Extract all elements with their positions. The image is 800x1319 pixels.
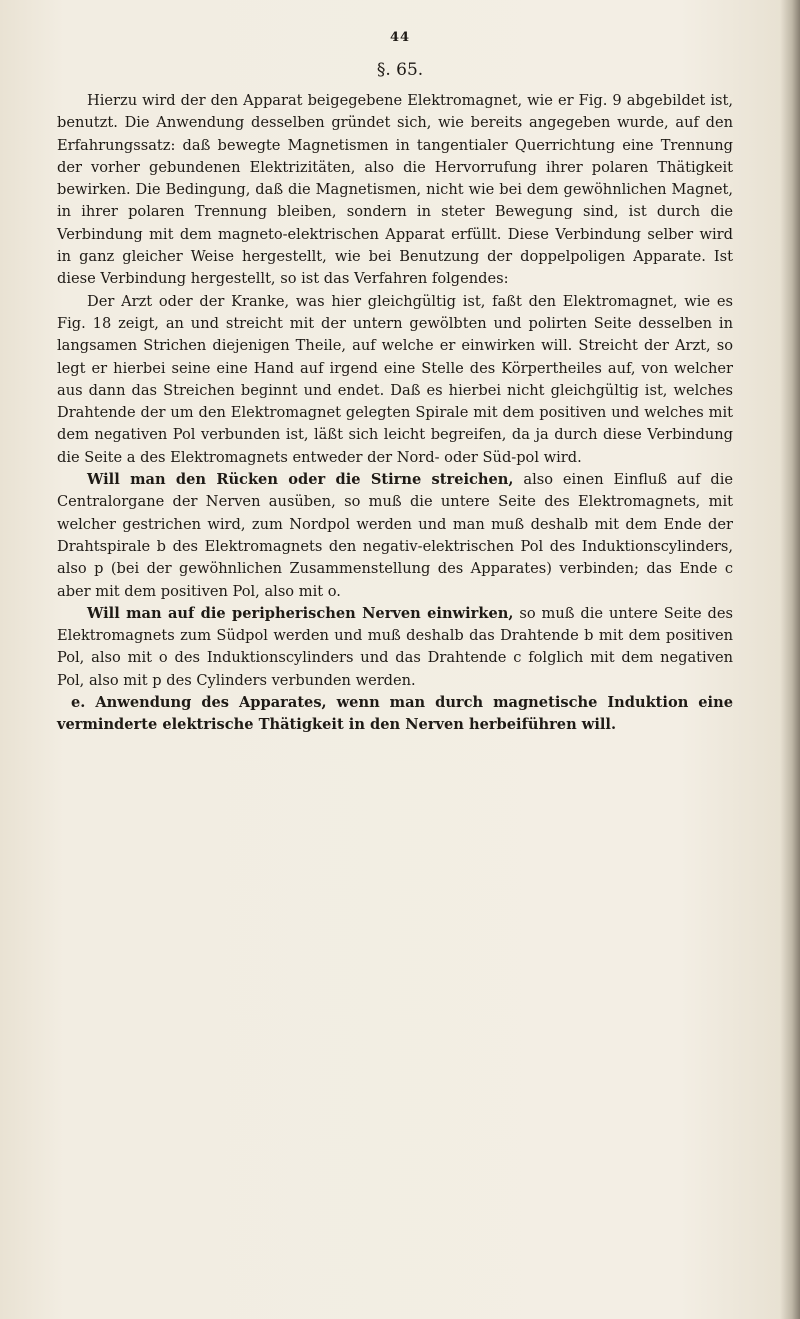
paragraph-body-peripheral: so muß die untere Seite des Elektromagnets zum Südpol werden und muß deshalb das Drahtende b mit dem positiven Pol, also mit o des Induktionscylinders und das Drahtende c folglich mit dem negativen Pol, also mit p des Cylinders verbunden werden.: [57, 604, 733, 689]
page-number: 44: [389, 30, 411, 45]
paragraph-peripheral-nerves: [57, 603, 733, 692]
paragraph-lead-peripheral: Will man auf die peripherischen Nerven einwirken,: [87, 604, 514, 622]
paragraph-central-organs: [57, 469, 733, 603]
subsection-heading-e: e. Anwendung des Apparates, wenn man durch magnetische Induktion eine verminderte elektrische Thätigkeit in den Nerven herbeiführen will.: [57, 694, 733, 734]
paragraph-procedure: Der Arzt oder der Kranke, was hier gleichgültig ist, faßt den Elektromagnet, wie es Fig. 18 zeigt, an und streicht mit der untern gewölbten und polirten Seite desselben in langsamen Strichen diejenigen Theile, auf welche er einwirken will. Streicht der Arzt, so legt er hierbei seine eine Hand auf irgend eine Stelle des Körpertheiles auf, von welcher aus dann das Streichen beginnt und endet. Daß es hierbei nicht gleichgültig ist, welches Drahtende der um den Elektromagnet gelegten Spirale mit dem positiven und welches mit dem negativen Pol verbunden ist, läßt sich leicht begreifen, da ja durch diese Verbindung die Seite a des Elektromagnets entweder der Nord- oder Süd-pol wird.: [57, 292, 733, 466]
paragraph-body-central-organs: also einen Einfluß auf die Centralorgane der Nerven ausüben, so muß die untere Seite des Elektromagnets, mit welcher gestrichen wird, zum Nordpol werden und man muß deshalb mit dem Ende der Drahtspirale b des Elektromagnets den negativ-elektrischen Pol des Induktionscylinders, also p (bei der gewöhnlichen Zusammenstellung des Apparates) verbinden; das Ende c aber mit dem positiven Pol, also mit o.: [57, 471, 734, 600]
paragraph-lead-back-forehead: Will man den Rücken oder die Stirne streichen,: [87, 471, 514, 489]
text-body: [57, 90, 733, 737]
paragraph-apparatus-description: Hierzu wird der den Apparat beigegebene Elektromagnet, wie er Fig. 9 abgebildet ist, benutzt. Die Anwendung desselben gründet sich, wie bereits angegeben wurde, auf den Erfahrungssatz: daß bewegte Magnetismen in tangentialer Querrichtung eine Trennung der vorher gebundenen Elektrizitäten, also die Hervorrufung ihrer polaren Thätigkeit bewirken. Die Bedingung, daß die Magnetismen, nicht wie bei dem gewöhnlichen Magnet, in ihrer polaren Trennung bleiben, sondern in steter Bewegung sind, ist durch die Verbindung mit dem magneto-elektrischen Apparat erfüllt. Diese Verbindung selber wird in ganz gleicher Weise hergestellt, wie bei Benutzung der doppelpoligen Apparate. Ist diese Verbindung hergestellt, so ist das Verfahren folgendes:: [57, 92, 733, 288]
section-heading: §. 65.: [376, 60, 424, 80]
page-edge-shadow: [780, 0, 800, 1319]
